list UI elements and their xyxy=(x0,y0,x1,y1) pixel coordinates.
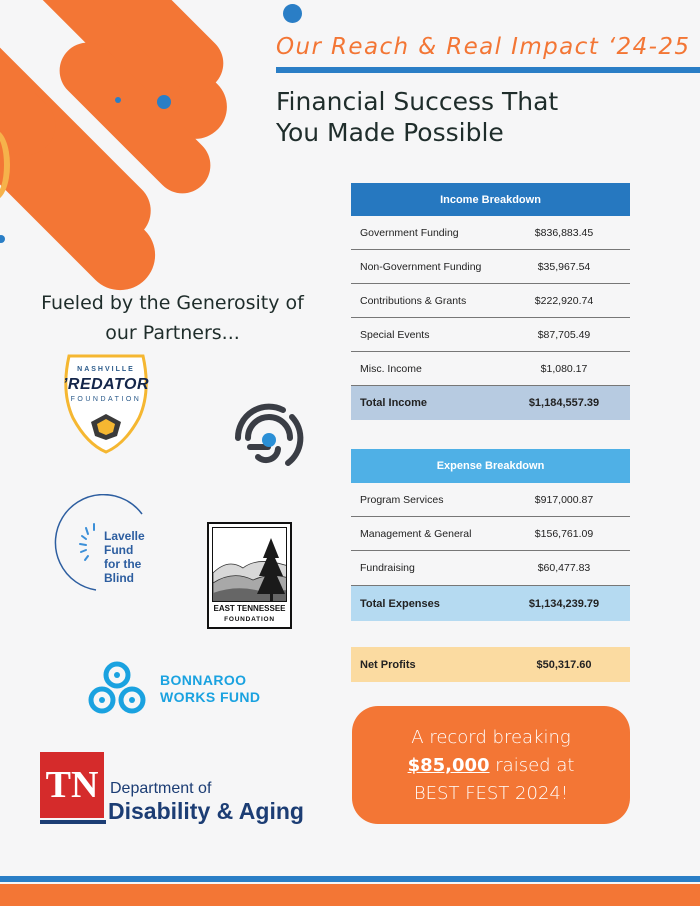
net-profits-row xyxy=(351,647,630,682)
row-label: Contributions & Grants xyxy=(360,294,467,307)
lavelle-fund-logo xyxy=(52,494,162,594)
net-profits-table xyxy=(351,647,630,682)
tn-dept-line1: Department of xyxy=(110,780,212,797)
row-label: Management & General xyxy=(360,527,472,540)
maze-icon xyxy=(228,397,310,479)
page-title-line1: Financial Success That xyxy=(276,87,559,116)
table-row xyxy=(351,250,630,284)
row-label: Fundraising xyxy=(360,562,415,574)
lavelle-line4: Blind xyxy=(104,571,134,585)
bonnaroo-rings-icon xyxy=(86,660,148,716)
header-rule xyxy=(276,67,700,73)
east-tn-text xyxy=(209,603,290,625)
table-row xyxy=(351,284,630,318)
income-total-value: $1,184,557.39 xyxy=(528,397,600,409)
row-label: Misc. Income xyxy=(360,362,422,375)
east-tn-line1: EAST TENNESSEE xyxy=(213,604,286,613)
row-value: $836,883.45 xyxy=(534,226,594,239)
table-row xyxy=(351,483,630,517)
row-value: $222,920.74 xyxy=(534,294,594,307)
predators-foundation-logo xyxy=(47,352,165,456)
row-value: $917,000.87 xyxy=(534,493,594,506)
bonnaroo-line1: BONNAROO xyxy=(160,672,247,688)
row-label: Non-Government Funding xyxy=(360,260,482,273)
tn-badge: TN xyxy=(40,752,104,818)
net-profits-label: Net Profits xyxy=(360,658,416,671)
predators-top-text: NASHVILLE xyxy=(77,366,135,373)
bonnaroo-text xyxy=(160,672,260,706)
page-title-line2: You Made Possible xyxy=(276,118,504,147)
income-table-heading: Income Breakdown xyxy=(351,183,630,216)
partners-heading xyxy=(20,288,325,348)
tn-dept-line2: Disability & Aging xyxy=(108,798,304,824)
lavelle-line3: for the xyxy=(104,557,142,571)
expense-total-label: Total Expenses xyxy=(360,597,440,610)
row-value: $87,705.49 xyxy=(537,328,591,341)
predators-sub-text: FOUNDATION xyxy=(70,396,142,403)
row-label: Special Events xyxy=(360,328,430,341)
table-row xyxy=(351,216,630,250)
predators-name-text: ’REDATOR xyxy=(62,376,150,393)
row-value: $60,477.83 xyxy=(537,562,591,574)
tn-badge-underline xyxy=(40,820,106,824)
header-title: Our Reach & Real Impact ‘24-25 xyxy=(276,34,691,60)
callout-line1: A record breaking xyxy=(411,727,571,748)
record-callout xyxy=(352,706,630,824)
expense-total-row xyxy=(351,585,630,621)
footer-blue-bar xyxy=(0,876,700,882)
dot-edge xyxy=(0,235,5,243)
net-profits-value: $50,317.60 xyxy=(536,658,592,671)
east-tn-line2: FOUNDATION xyxy=(224,616,275,623)
table-row xyxy=(351,517,630,551)
bonnaroo-line2: WORKS FUND xyxy=(160,689,261,705)
partners-heading-line1: Fueled by the Generosity of xyxy=(41,292,304,314)
bonnaroo-works-fund-logo xyxy=(86,660,276,716)
expense-total-value: $1,134,239.79 xyxy=(528,597,600,610)
callout-line2-rest: raised at xyxy=(489,755,575,776)
east-tennessee-foundation-logo xyxy=(207,522,292,629)
table-row xyxy=(351,551,630,585)
dot-small xyxy=(115,97,121,103)
callout-line3: BEST FEST 2024! xyxy=(413,783,569,804)
income-rows xyxy=(351,216,630,386)
row-label: Government Funding xyxy=(360,226,459,239)
row-value: $1,080.17 xyxy=(540,362,588,375)
circular-maze-logo xyxy=(228,397,310,479)
dot-medium xyxy=(157,95,171,109)
row-value: $35,967.54 xyxy=(537,260,591,273)
income-table xyxy=(351,183,630,420)
page-title xyxy=(276,86,676,148)
east-tn-landscape xyxy=(212,527,287,602)
lavelle-line1: Lavelle xyxy=(104,529,145,543)
callout-line2 xyxy=(352,752,630,780)
tn-department-logo xyxy=(40,752,310,828)
expense-table xyxy=(351,449,630,621)
row-value: $156,761.09 xyxy=(534,527,594,540)
mountain-tree-icon xyxy=(213,528,287,602)
partners-heading-line2: our Partners... xyxy=(105,322,240,344)
expense-rows xyxy=(351,483,630,585)
row-label: Program Services xyxy=(360,493,444,506)
table-row xyxy=(351,352,630,386)
dot-large xyxy=(283,4,302,23)
expense-table-heading: Expense Breakdown xyxy=(351,449,630,483)
callout-amount: $85,000 xyxy=(407,755,490,776)
income-total-row xyxy=(351,386,630,420)
lavelle-line2: Fund xyxy=(104,543,134,557)
income-total-label: Total Income xyxy=(360,397,428,409)
table-row xyxy=(351,318,630,352)
footer-orange-bar xyxy=(0,884,700,906)
lavelle-text xyxy=(104,529,145,585)
